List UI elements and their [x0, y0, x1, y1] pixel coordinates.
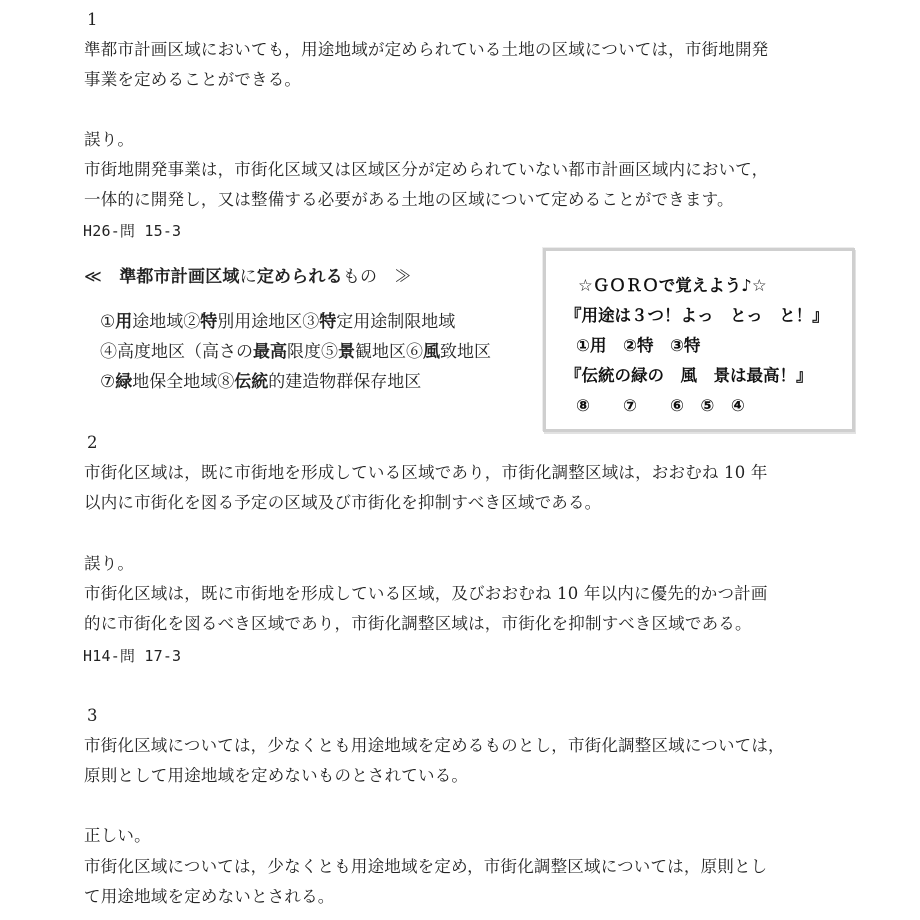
mnemonic-line: 『伝統の緑の 風 景は最高！』 [565, 366, 813, 385]
mnemonic-line: ①用 ②特 ③特 [576, 336, 701, 355]
heading-bold: 定められる [256, 267, 343, 287]
question-number: 3 [87, 706, 98, 725]
list-bold-segment: 風 [423, 342, 440, 362]
answer-explanation: て用途地域を定めないとされる。 [84, 887, 335, 906]
mnemonic-title: ☆ＧＯＲＯで覚えよう♪☆ [578, 276, 767, 295]
answer-verdict: 誤り。 [84, 130, 135, 149]
answer-verdict: 誤り。 [84, 554, 135, 573]
answer-explanation: 的に市街化を図るべき区域であり，市街化調整区域は，市街化を抑制すべき区域である。 [84, 614, 752, 633]
list-bold-segment: 最高 [253, 342, 287, 362]
list-segment: 定用途制限地域 [336, 312, 456, 332]
answer-explanation: 市街地開発事業は，市街化区域又は区域区分が定められていない都市計画区域内において， [84, 160, 769, 179]
question-text: 事業を定めることができる。 [84, 70, 302, 89]
list-segment: 的建造物群保存地区 [268, 372, 422, 392]
list-segment: 限度⑤ [287, 342, 338, 362]
list-segment: ④高度地区（高さの [100, 342, 253, 362]
list-bold-segment: 特 [319, 312, 337, 332]
question-text: 準都市計画区域においても，用途地域が定められている土地の区域については，市街地開発 [84, 40, 769, 59]
list-segment: 別用途地区③ [217, 312, 320, 332]
heading-bold: 準都市計画区域 [119, 267, 240, 287]
question-text: 市街化区域は，既に市街地を形成している区域であり，市街化調整区域は，おおむね 10 年 [84, 463, 768, 482]
list-segment: ① [100, 312, 116, 332]
list-segment: 致地区 [440, 342, 491, 362]
question-number: 1 [87, 10, 98, 29]
list-bold-segment: 用 [115, 312, 133, 332]
list-segment: ⑦ [100, 372, 116, 392]
list-bold-segment: 特 [200, 312, 218, 332]
list-bold-segment: 伝統 [234, 372, 269, 392]
zone-list-line [100, 340, 491, 364]
exam-reference: H14-問 17-3 [83, 647, 182, 665]
list-bold-segment: 緑 [115, 372, 133, 392]
answer-explanation: 市街化区域は，既に市街地を形成している区域，及びおおむね 10 年以内に優先的かつ計画 [84, 584, 768, 603]
list-segment: 地保全地域⑧ [132, 372, 235, 392]
mnemonic-line: ⑧ ⑦ ⑥ ⑤ ④ [576, 396, 745, 415]
heading-open: ≪ [84, 267, 120, 287]
section-heading [84, 266, 412, 288]
exam-reference: H26-問 15-3 [83, 222, 182, 240]
mnemonic-box [543, 248, 855, 432]
question-text: 以内に市街化を図る予定の区域及び市街化を抑制すべき区域である。 [84, 493, 602, 512]
answer-explanation: 一体的に開発し，又は整備する必要がある土地の区域について定めることができます。 [84, 190, 734, 209]
question-text: 原則として用途地域を定めないものとされている。 [84, 766, 469, 785]
list-segment: 途地域② [132, 312, 201, 332]
mnemonic-line: 『用途は３つ！よっ とっ と！』 [565, 306, 829, 325]
zone-list-line [100, 310, 455, 334]
question-number: 2 [87, 433, 98, 452]
answer-verdict: 正しい。 [84, 826, 151, 845]
heading-mid: に [239, 267, 257, 287]
heading-tail: もの ≫ [342, 267, 412, 287]
question-text: 市街化区域については，少なくとも用途地域を定めるものとし，市街化調整区域については， [84, 736, 785, 755]
answer-explanation: 市街化区域については，少なくとも用途地域を定め，市街化調整区域については，原則とし [84, 857, 768, 876]
list-bold-segment: 景 [338, 342, 355, 362]
list-segment: 観地区⑥ [355, 342, 423, 362]
zone-list-line [100, 370, 421, 394]
